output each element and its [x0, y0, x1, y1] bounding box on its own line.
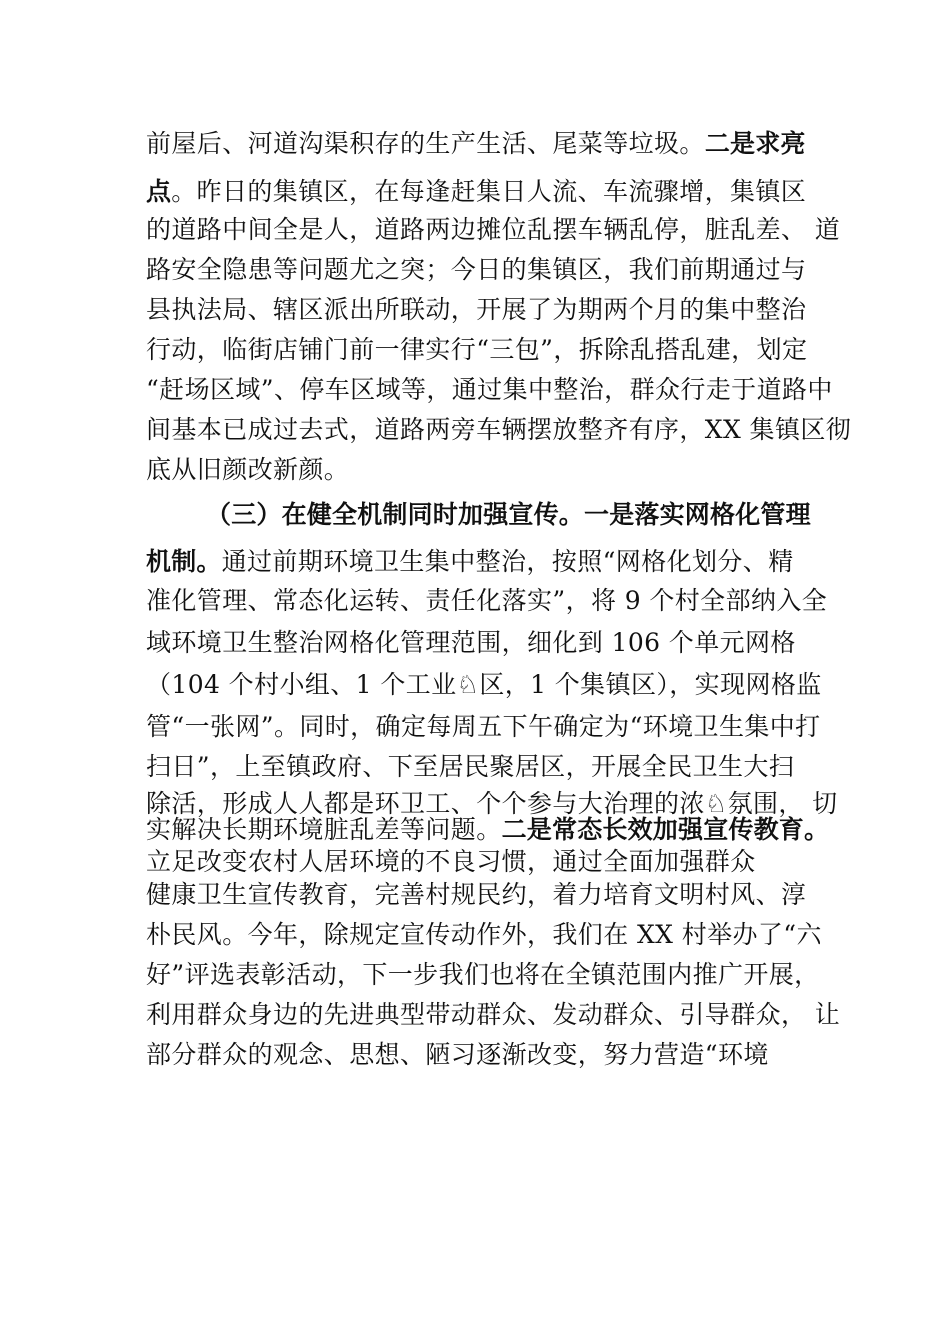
text-line: 的道路中间全是人，道路两边摊位乱摆车辆乱停，脏乱差、 道: [146, 215, 841, 244]
text-line: 健康卫生宣传教育，完善村规民约，着力培育文明村风、淳: [146, 880, 807, 909]
text-line: 机制。通过前期环境卫生集中整治，按照“网格化划分、精: [146, 547, 794, 576]
text-line: 行动，临街店铺门前一律实行“三包”，拆除乱搭乱建，划定: [146, 335, 808, 364]
text-line: 点。昨日的集镇区，在每逢赶集日人流、车流骤增，集镇区: [146, 177, 807, 206]
text-line: 实解决长期环境脏乱差等问题。二是常态长效加强宣传教育。: [146, 815, 830, 844]
text-line: 前屋后、河道沟渠积存的生产生活、尾菜等垃圾。二是求亮: [146, 129, 806, 158]
text-line: 路安全隐患等问题尤之突；今日的集镇区，我们前期通过与: [146, 255, 807, 284]
text-line: 管“一张网”。同时，确定每周五下午确定为“环境卫生集中打: [146, 712, 821, 741]
text-line: 准化管理、常态化运转、责任化落实”，将 9 个村全部纳入全: [146, 586, 828, 615]
text-line: 立足改变农村人居环境的不良习惯，通过全面加强群众: [146, 847, 756, 876]
text-line: （104 个村小组、1 个工业♘区，1 个集镇区），实现网格监: [146, 670, 822, 699]
text-line: 部分群众的观念、思想、陋习逐渐改变，努力营造“环境: [146, 1040, 769, 1069]
text-line: 朴民风。今年，除规定宣传动作外，我们在 XX 村举办了“六: [146, 920, 822, 949]
text-line: 扫日”，上至镇政府、下至居民聚居区，开展全民卫生大扫: [146, 752, 795, 781]
text-line: 域环境卫生整治网格化管理范围，细化到 106 个单元网格: [146, 628, 796, 657]
text-line: 底从旧颜改新颜。: [146, 455, 350, 484]
text-line: “赶场区域”、停车区域等，通过集中整治，群众行走于道路中: [146, 375, 833, 404]
text-line: 县执法局、辖区派出所联动，开展了为期两个月的集中整治: [146, 295, 807, 324]
text-line: 间基本已成过去式，道路两旁车辆摆放整齐有序，XX 集镇区彻: [146, 415, 852, 444]
text-line: 好”评选表彰活动，下一步我们也将在全镇范围内推广开展，: [146, 960, 820, 989]
text-line: 利用群众身边的先进典型带动群众、发动群众、引导群众， 让: [146, 1000, 841, 1029]
text-line: 除活，形成人人都是环卫工、个个参与大治理的浓♘氛围， 切: [146, 789, 838, 818]
section-heading: （三）在健全机制同时加强宣传。一是落实网格化管理: [206, 500, 811, 529]
